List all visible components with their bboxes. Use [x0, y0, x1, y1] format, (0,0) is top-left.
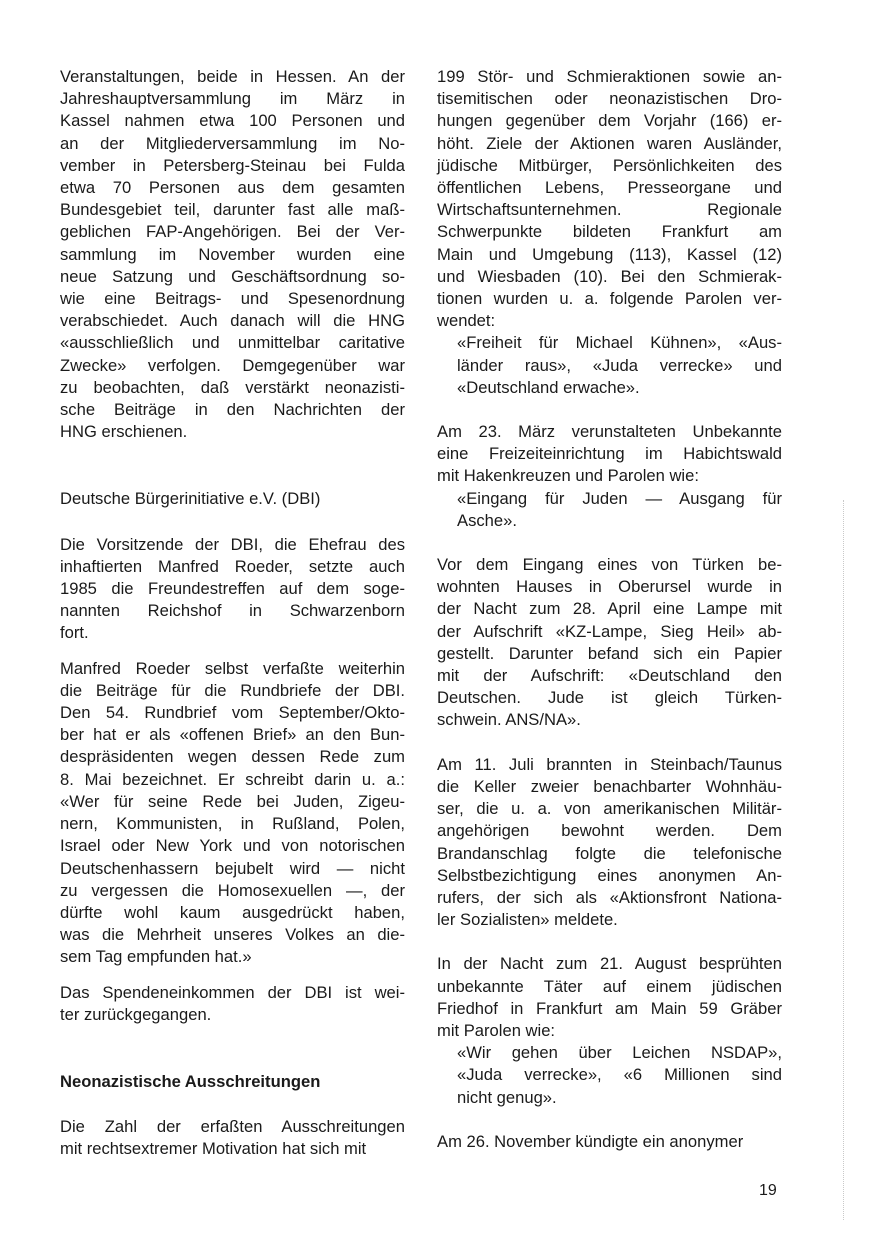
text-line: HNG erschienen. [60, 422, 188, 442]
text-line: etwa 70 Personen aus dem gesamten [60, 178, 405, 198]
text-line: Brandanschlag folgte die telefonische [437, 843, 782, 863]
text-line: Veranstaltungen, beide in Hessen. An der [60, 67, 405, 86]
text-line: «Wer für seine Rede bei Juden, Zigeu- [60, 791, 405, 811]
text-line: ler Sozialisten» meldete. [437, 910, 618, 930]
text-line: jüdische Mitbürger, Persönlichkeiten des [437, 155, 782, 175]
text-line: ter zurückgegangen. [60, 1004, 212, 1024]
text-line: tionen wurden u. a. folgende Parolen ver- [437, 289, 782, 309]
paragraph-november-start [437, 1131, 782, 1153]
text-line: gestellt. Darunter befand sich ein Papier [437, 643, 782, 663]
text-line: länder raus», «Juda verrecke» und [457, 355, 782, 375]
text-line: die Beiträge für die Rundbriefe der DBI. [60, 680, 405, 700]
paragraph-oberursel [437, 554, 782, 732]
text-line: hungen gegenüber dem Vorjahr (166) er- [437, 111, 782, 131]
paragraph-steinbach [437, 754, 782, 932]
text-line: sche Beiträge in den Nachrichten der [60, 400, 405, 420]
text-line: mit Parolen wie: [437, 1020, 556, 1040]
text-line: «Wir gehen über Leichen NSDAP», [457, 1043, 782, 1063]
text-line: die Keller zweier benachbarter Wohnhäu- [437, 776, 782, 796]
text-line: sammlung im November wurden eine [60, 244, 405, 264]
text-line: Die Vorsitzende der DBI, die Ehefrau des [60, 534, 405, 554]
text-line: wendet: [437, 311, 496, 331]
text-line: unbekannte Täter auf einem jüdischen [437, 976, 782, 996]
text-line: nicht genug». [457, 1087, 557, 1107]
text-line: Manfred Roeder selbst verfaßte weiterhin [60, 658, 405, 678]
text-line: schwein. ANS/NA». [437, 710, 581, 730]
text-line: In der Nacht zum 21. August besprühten [437, 954, 782, 974]
text-line: Neonazistische Ausschreitungen [60, 1071, 321, 1091]
text-line: sem Tag empfunden hat.» [60, 947, 252, 967]
text-line: Am 11. Juli brannten in Steinbach/Taunus [437, 754, 782, 774]
text-line: eine Freizeiteinrichtung im Habichtswald [437, 444, 782, 464]
text-line: neue Satzung und Geschäftsordnung so- [60, 266, 405, 286]
quote-eingang [437, 488, 782, 532]
text-line: Wirtschaftsunternehmen. Regionale [437, 200, 782, 220]
text-line: Deutschenhassern bejubelt wird — nicht [60, 858, 405, 878]
text-line: rufers, der sich als «Aktionsfront Nationa- [437, 887, 782, 907]
text-line: Deutschen. Jude ist gleich Türken- [437, 688, 782, 708]
text-line: «ausschließlich und unmittelbar caritative [60, 333, 405, 353]
paragraph-hng [60, 66, 405, 443]
text-line: Schwerpunkte bildeten Frankfurt am [437, 222, 782, 242]
text-line: Zwecke» verfolgen. Demgegenüber war [60, 355, 405, 375]
paragraph-roeder-rundbrief [60, 658, 405, 969]
paragraph-dbi-chair [60, 534, 405, 645]
paragraph-habichtswald [437, 421, 782, 488]
text-line: Kassel nahmen etwa 100 Personen und [60, 111, 405, 131]
text-line: ber hat er als «offenen Brief» an den Bun- [60, 725, 405, 745]
text-line: an der Mitgliederversammlung im No- [60, 133, 405, 153]
text-line: Jahreshauptversammlung im März in [60, 89, 405, 109]
text-line: vember in Petersberg-Steinau bei Fulda [60, 155, 405, 175]
text-line: Bundesgebiet teil, darunter fast alle maß- [60, 200, 405, 220]
text-line: mit rechtsextremer Motivation hat sich mit [60, 1139, 367, 1159]
text-line: was die Mehrheit unseres Volkes an die- [60, 925, 405, 945]
left-column [60, 66, 405, 1161]
text-line: Am 26. November kündigte ein anonymer [437, 1131, 744, 1151]
text-line: Am 23. März verunstalteten Unbekannte [437, 422, 782, 442]
text-line: Vor dem Eingang eines von Türken be- [437, 555, 782, 575]
text-line: dürfte wohl kaum ausgedrückt haben, [60, 902, 405, 922]
text-line: Deutsche Bürgerinitiative e.V. (DBI) [60, 489, 321, 509]
text-line: geblichen FAP-Angehörigen. Bei der Ver- [60, 222, 405, 242]
paragraph-statistics-continued [437, 66, 782, 332]
text-line: fort. [60, 623, 89, 643]
text-line: angehörigen bewohnt werden. Dem [437, 821, 782, 841]
text-line: «Eingang für Juden — Ausgang für [457, 488, 782, 508]
paragraph-statistics-start [60, 1116, 405, 1160]
scan-edge-marks [843, 500, 846, 1220]
text-line: Main und Umgebung (113), Kassel (12) [437, 244, 782, 264]
section-heading-dbi [60, 488, 405, 510]
text-line: Asche». [457, 510, 517, 530]
text-line: nern, Kommunisten, in Rußland, Polen, [60, 814, 405, 834]
section-heading-ausschreitungen [60, 1071, 405, 1093]
text-line: der Aufschrift «KZ-Lampe, Sieg Heil» ab- [437, 621, 782, 641]
text-line: Das Spendeneinkommen der DBI ist wei- [60, 982, 405, 1002]
text-line: Selbstbezichtigung eines anonymen An- [437, 865, 782, 885]
paragraph-donations [60, 982, 405, 1026]
text-line: «Deutschland erwache». [457, 377, 640, 397]
text-line: Friedhof in Frankfurt am Main 59 Gräber [437, 998, 782, 1018]
text-line: zu beobachten, daß verstärkt neonazisti- [60, 377, 405, 397]
text-line: mit Hakenkreuzen und Parolen wie: [437, 466, 699, 486]
text-line: 1985 die Freundestreffen auf dem soge- [60, 579, 405, 599]
quote-leichen [437, 1042, 782, 1109]
text-line: «Freiheit für Michael Kühnen», «Aus- [457, 333, 782, 353]
text-line: Den 54. Rundbrief vom September/Okto- [60, 703, 405, 723]
text-line: 199 Stör- und Schmieraktionen sowie an- [437, 67, 782, 86]
text-line: Israel oder New York und von notorischen [60, 836, 405, 856]
paragraph-friedhof [437, 953, 782, 1042]
text-line: und Wiesbaden (10). Bei den Schmierak- [437, 266, 782, 286]
text-line: zu vergessen die Homosexuellen —, der [60, 880, 405, 900]
text-line: 8. Mai bezeichnet. Er schreibt darin u. a.: [60, 769, 405, 789]
text-line: nannten Reichshof in Schwarzenborn [60, 601, 405, 621]
text-line: inhaftierten Manfred Roeder, setzte auch [60, 556, 405, 576]
text-line: ser, die u. a. von amerikanischen Militär- [437, 799, 782, 819]
text-line: mit der Aufschrift: «Deutschland den [437, 666, 782, 686]
text-line: verabschiedet. Auch danach will die HNG [60, 311, 405, 331]
text-line: der Nacht zum 28. April eine Lampe mit [437, 599, 782, 619]
text-line: öffentlichen Lebens, Presseorgane und [437, 178, 782, 198]
text-line: Die Zahl der erfaßten Ausschreitungen [60, 1117, 405, 1137]
text-line: «Juda verrecke», «6 Millionen sind [457, 1065, 782, 1085]
text-line: höht. Ziele der Aktionen waren Ausländer, [437, 133, 782, 153]
text-line: wie eine Beitrags- und Spesenordnung [60, 289, 405, 309]
text-line: tisemitischen oder neonazistischen Dro- [437, 89, 782, 109]
page-number: 19 [759, 1182, 777, 1199]
text-line: wohnten Hauses in Oberursel wurde in [437, 577, 782, 597]
right-column [437, 66, 782, 1153]
quote-parolen [437, 332, 782, 399]
text-line: despräsidenten wegen dessen Rede zum [60, 747, 405, 767]
